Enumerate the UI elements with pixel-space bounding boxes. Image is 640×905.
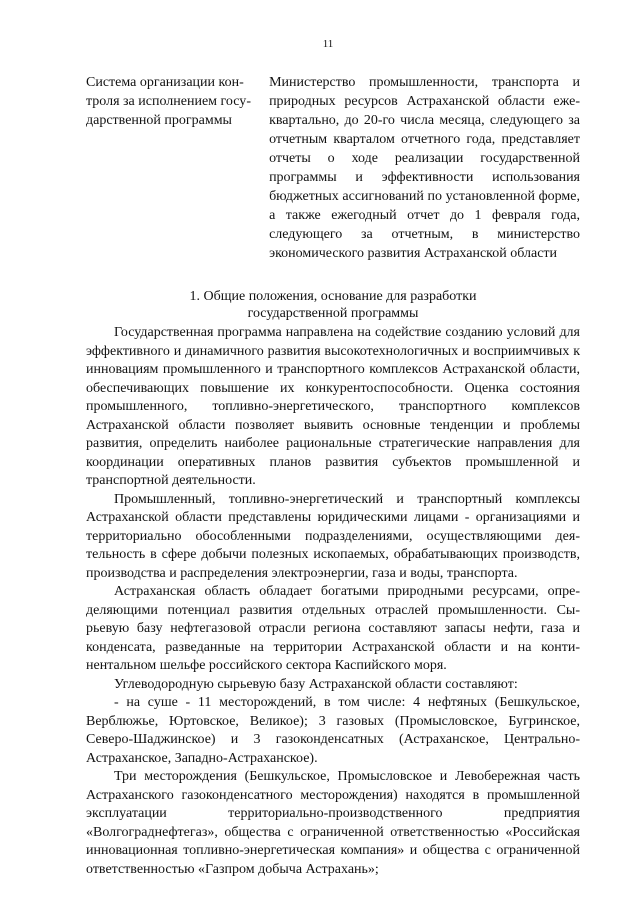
paragraph-fields-in-production: Три месторождения (Бешкульское, Промысловское и Левобережная часть Астраханского газоконденсатного месторождения) находятся в промышленной эксплуатации территориально-производственного предприятия «Волгограднефтегаз», общества с ограниченной ответственностью «Российская инновационная топливно-энергетическая компания» и общества с ограниченной ответственностью «Газпром добыча Астрахань»; bbox=[86, 769, 580, 877]
page-number: 11 bbox=[322, 38, 334, 50]
section-heading-line-2: государственной программы bbox=[247, 306, 419, 321]
section-heading bbox=[86, 288, 580, 322]
paragraph-natural-resources: Астраханская область обладает богатыми природными ресурсами, определяющими потенциал развития отдельных отраслей промышленности. Сырьевую базу нефтегазовой отрасли региона составляют запасы нефти, газа и конденсата, разведанные на территории Астраханской области и на континентальном шельфе российского сектора Каспийского моря. bbox=[86, 584, 580, 673]
section-heading-line-1: 1. Общие положения, основание для разработки bbox=[189, 289, 477, 304]
paragraph-program-goal: Государственная программа направлена на содействие созданию условий для эффективного и динамичного развития высокотехнологичных и восприимчивых к инновациям промышленного и транспортного комплексов Астраханской области, обеспечивающих повышение их конкурентоспособности. Оценка состояния промышленного, топливно-энергетического, транспортного комплексов Астраханской области позволяет выявить основные тенденции и проблемы развития, определить наиболее рациональные стратегические направления для координации оперативных планов развития субъектов промышленной и транспортной деятельности. bbox=[86, 325, 580, 488]
paragraph-hydrocarbon-base: Углеводородную сырьевую базу Астраханской области составляют: bbox=[114, 676, 518, 692]
paragraph-industrial-complexes: Промышленный, топливно-энергетический и транспортный комплексы Астраханской области представлены юридическими лицами - организациями и территориально обособленными подразделениями, осуществляющими деятельность в сфере добычи полезных ископаемых, обрабатывающих производств, производства и распределения электроэнергии, газа и воды, транспорта. bbox=[86, 491, 580, 581]
passport-table-row bbox=[86, 73, 580, 263]
table-row-value: Министерство промышленности, транспорта и природных ресурсов Астраханской области ежеквартально, до 20-го числа месяца, следующего за отчетным кварталом отчетного года, представляет отчеты о ходе реализации государственной программы и эффективности использования бюджетных ассигнований по установленной форме, а также ежегодный отчет до 1 февраля года, следующего за отчетным, в министерство экономического развития Астраханской области bbox=[269, 75, 580, 261]
paragraph-onshore-fields: - на суше - 11 месторождений, в том числе: 4 нефтяных (Бешкульское, Верблюжье, Юртовское, Великое); 3 газовых (Промысловское, Бугринское, Северо-Шаджинское) и 3 газоконденсатных (Астраханское, Центрально-Астраханское, Западно-Астраханское). bbox=[86, 695, 580, 766]
table-row-label: Система организации контроля за исполнением государственной программы bbox=[86, 75, 251, 128]
